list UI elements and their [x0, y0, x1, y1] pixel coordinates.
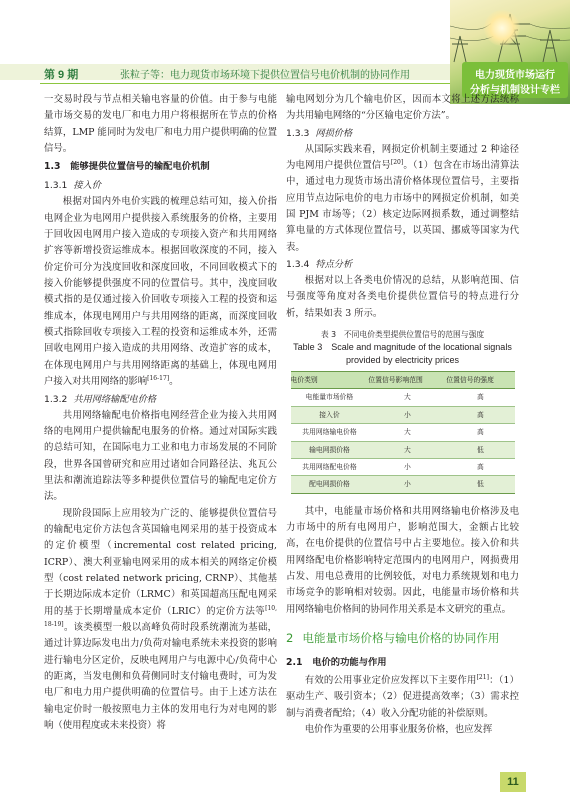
subsection-title: 接入价 [73, 180, 101, 192]
table-header: 位置信号的强度 [446, 372, 514, 389]
table-caption-en-1: Table 3 Scale and magnitude of the locational signals [293, 342, 512, 353]
section-heading-2 [286, 628, 519, 648]
section-number: 1.3 [44, 161, 61, 173]
right-column [286, 92, 519, 738]
table-cell: 电能量市场价格 [291, 389, 369, 406]
table-row [291, 406, 515, 423]
table-cell: 高 [446, 458, 514, 475]
table-caption [286, 328, 519, 367]
paragraph-text: 从国际实践来看，网损定价机制主要通过 2 种途径为电网用户提供位置信号 [286, 143, 519, 172]
page-header [0, 0, 570, 104]
paragraph: 一交易时段与节点相关输电容量的价值。由于参与电能量市场交易的发电厂和电力用户将根据所在节点的价格结算，LMP 能同时为发电厂和电力用户提供明确的位置信号。 [44, 94, 277, 155]
paragraph-last: 电价作为重要的公用事业服务价格，也应发挥 [304, 723, 493, 735]
running-title: 张粒子等：电力现货市场环境下提供位置信号电价机制的协同作用 [120, 70, 410, 81]
table-header: 位置信号影响范围 [368, 372, 446, 389]
subsection-heading-1-3-1 [44, 177, 277, 194]
table-cell: 大 [368, 424, 446, 441]
table-caption-en-2: provided by electricity prices [345, 355, 460, 366]
paragraph-features: 根据对以上各类电价情况的总结，从影响范围、信号强度等角度对各类电价提供位置信号的特点进行分析，结果如表 3 所示。 [286, 275, 519, 319]
citation: [10, 18-19] [44, 604, 277, 628]
table-cell: 输电网损价格 [291, 441, 369, 458]
paragraph-loss-price [286, 142, 519, 256]
paragraph-text: 根据对国内外电价实践的梳理总结可知，接入价指电网企业为电网用户提供接入系统服务的价格，主要用于回收因电网用户接入造成的专项接入资产和共用网络扩容等新增投资运维成本。根据回收深度的不同，接入价定价可分为浅度回收和深度回收，不同回收模式下的接入价能够提供强度不同的位置信号。其中，浅度回收模式指的是仅通过接入价回收专项接入工程的投资和运维成本，体现电网用户与共用网络的距离，而深度回收模式指除回收专项接入工程的投资和运维成本外，还需回收电网用户接入造成的共用网络、改造扩容的成本，在体现电网用户与共用网络距离的基础上，体现电网用户接入对共用网络的影响 [44, 196, 277, 388]
paragraph-network-price: 共用网络输配电价格指电网经营企业为接入共用网络的电网用户提供输配电服务的价格。通过对国际实践的总结可知，在国际电力工业和电力市场发展的不同阶段，世界各国曾研究和应用过诸如合同路径法、兆瓦公里法和潮流追踪法等多种提供位置信号的输配电定价方法。 [44, 409, 277, 503]
subsection-heading-1-3-2 [44, 391, 277, 408]
section-heading-2-1 [286, 654, 519, 672]
badge-line-1: 电力现货市场运行 [475, 70, 555, 81]
subsection-title: 共用网络输配电价格 [73, 393, 157, 405]
section-heading-1-3 [44, 158, 277, 176]
table-header: 电价类别 [291, 372, 369, 389]
table-row [291, 476, 515, 493]
paragraph-access-price: 根据对国内外电价实践的梳理总结可知，接入价指电网企业为电网用户提供接入系统服务的价格，主要用于回收因电网用户接入造成的专项接入资产和共用网络扩容等新增投资运维成本。根据回收深度的不同，接入价定价可分为浅度回收和深度回收，不同回收模式下的接入价能够提供强度不同的位置信号。其中，浅度回收模式指的是仅通过接入价回收专项接入工程的投资和运维成本，体现电网用户与共用网络的距离，而深度回收模式指除回收专项接入工程的投资和运维成本外，还需回收电网用户接入造成的共用网络、改造扩容的成本，在体现电网用户与共用网络距离的基础上，体现电网用户接入对共用网络的影响[16-17]。 [44, 196, 277, 388]
subsection-number: 1.3.1 [44, 180, 68, 192]
table-row [291, 424, 515, 441]
table-cell: 小 [368, 406, 446, 423]
table-cell: 低 [446, 441, 514, 458]
paragraph-price-function [286, 673, 519, 722]
subsection-heading-1-3-4 [286, 256, 519, 273]
table-cell: 共用网络配电价格 [291, 458, 369, 475]
table-cell: 共用网络输电价格 [291, 424, 369, 441]
table-cell: 大 [368, 389, 446, 406]
table-row [291, 389, 515, 406]
section-number: 2.1 [286, 656, 303, 668]
table-cell: 高 [446, 389, 514, 406]
table-caption-cn: 表 3 不同电价类型提供位置信号的范围与强度 [320, 330, 485, 340]
subsection-number: 1.3.4 [286, 259, 310, 271]
badge-line-2: 分析与机制设计专栏 [470, 85, 560, 96]
paragraph-text: ：（1）驱动生产、吸引资本；（2）促进提高效率；（3）需求控制与消费者配给；（4）收入分配功能的补偿原则。 [286, 674, 519, 719]
paragraph: 输电网划分为几个输电价区，因而本文将上述方法统称为共用输电网络的“分区输电定价方法”。 [286, 94, 519, 122]
table-cell: 高 [446, 406, 514, 423]
subsection-number: 1.3.3 [286, 127, 310, 139]
paragraph-text: 。（1）包含在市场出清算法中，通过电力现货市场出清价格体现位置信号，主要指应用节点边际电价的电力市场中的网损定价机制，如美国 PJM 市场等；（2）核定边际网损系数，通过调整结算电量的方式体现位置信号，以英国、挪威等国家为代表。 [286, 160, 519, 253]
section-title: 电价的功能与作用 [312, 656, 387, 668]
citation: [16-17] [147, 375, 170, 383]
subsection-heading-1-3-3 [286, 125, 519, 142]
sun-glow [484, 10, 520, 46]
table-cell: 配电网损价格 [291, 476, 369, 493]
table-cell: 小 [368, 458, 446, 475]
subsection-title: 特点分析 [315, 259, 353, 271]
citation: [21] [476, 673, 489, 681]
citation: [20] [390, 158, 404, 166]
section-number: 2 [286, 630, 294, 645]
paragraph-text: 现阶段国际上应用较为广泛的、能够提供位置信号的输配电定价方法包含英国输电网采用的基于投资成本的定价模型（incremental cost related pricing, ICRP）、澳大利亚输电网采用的成本相关的网络定价模型（cost related network pricing, CRNP）、其他基于长期边际成本定价（LRMC）和英国超高压配电网采用的基于长期增量成本定价（LRIC）的定价方法等 [44, 507, 277, 617]
left-column [44, 92, 277, 734]
paragraph-text: 。该类模型一般以高峰负荷时段系统潮流为基础，通过计算边际发电出力/负荷对输电系统未来投资的影响进行输电分区定价，反映电网用户与电源中心/负荷中心的距离，当发电侧和负荷侧同时支付输电费时，可为发电厂和电力用户提供明确的位置信号。由于上述方法在输电定价时一般按照电力主体的发用电行为对电网的影响（使用程度或未来投资）将 [44, 621, 277, 732]
table-row [291, 458, 515, 475]
table-cell: 低 [446, 476, 514, 493]
paragraph-text: 有效的公用事业定价应发挥以下主要作用 [304, 674, 477, 686]
subsection-title: 网损价格 [315, 127, 353, 139]
issue-number: 第 9 期 [44, 69, 79, 81]
table-cell: 高 [446, 424, 514, 441]
table-row [291, 441, 515, 458]
table-cell: 接入价 [291, 406, 369, 423]
table-3 [291, 371, 515, 493]
table-header-row [291, 372, 515, 389]
page-number: 11 [500, 772, 526, 792]
table-cell: 小 [368, 476, 446, 493]
paragraph-after-table: 其中，电能量市场价格和共用网络输电价格涉及电力市场中的所有电网用户，影响范围大，金额占比较高，在电价提供的位置信号中占主要地位。接入价和共用网络配电价格影响特定范围内的电网用户，网损费用占发、用电总费用的比例较低，对电力系统规划和电力市场竞争的影响相对较弱。因此，电能量市场价格和共用网络输电价格间的协同作用关系是本文研究的重点。 [286, 505, 519, 615]
section-title: 电能量市场价格与输电价格的协同作用 [302, 630, 500, 645]
section-title: 能够提供位置信号的输配电价机制 [70, 161, 210, 173]
table-cell: 大 [368, 441, 446, 458]
subsection-number: 1.3.2 [44, 393, 68, 405]
paragraph-pricing-models [44, 506, 277, 735]
